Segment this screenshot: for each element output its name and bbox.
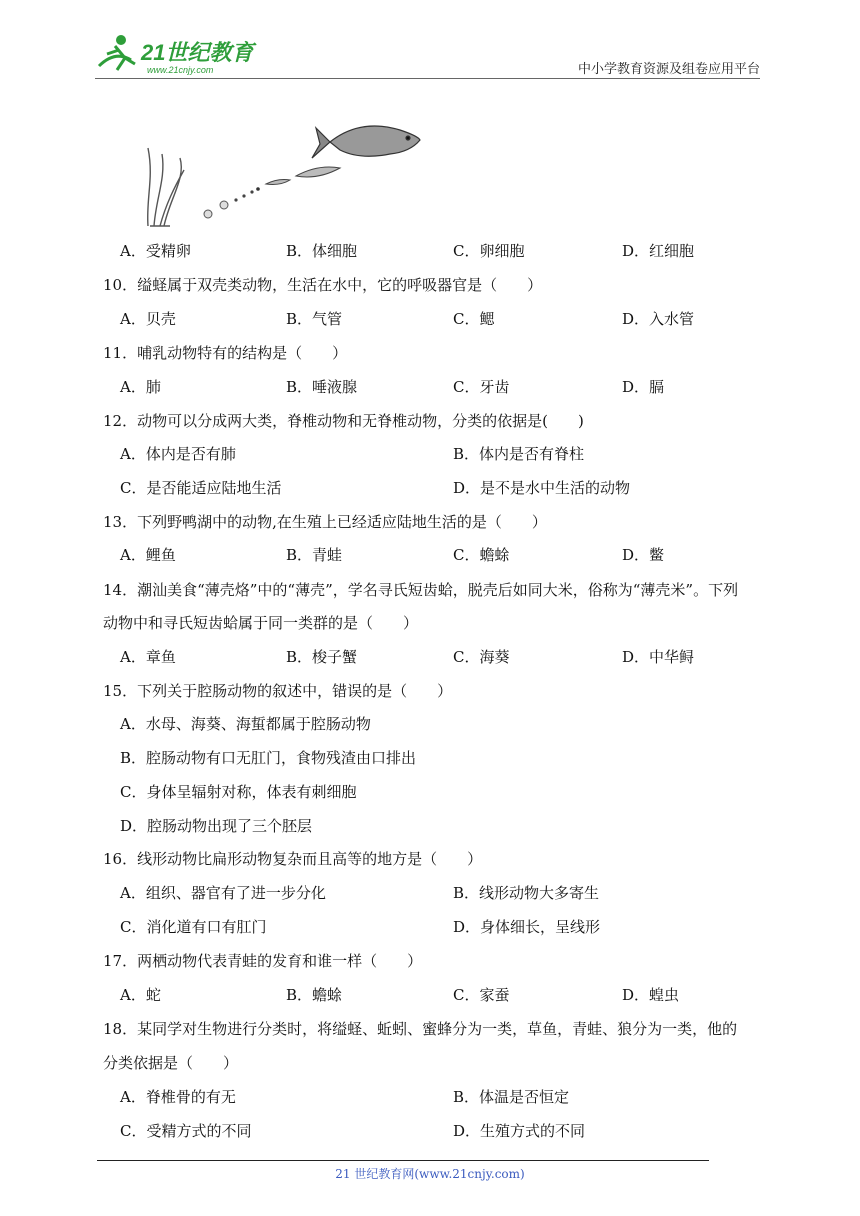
q13-option-c[interactable]: C．蟾蜍	[453, 546, 510, 564]
q15-option-a[interactable]: A．水母、海葵、海蜇都属于腔肠动物	[120, 715, 371, 733]
q11-option-c[interactable]: C．牙齿	[453, 378, 510, 396]
q15-option-b[interactable]: B．腔肠动物有口无肛门，食物残渣由口排出	[120, 749, 417, 767]
q12-option-c[interactable]: C．是否能适应陆地生活	[120, 479, 282, 497]
q17-stem: 17．两栖动物代表青蛙的发育和谁一样（ ）	[103, 952, 423, 970]
q15-option-c[interactable]: C．身体呈辐射对称，体表有刺细胞	[120, 783, 357, 801]
page-header	[95, 30, 760, 82]
q16-stem: 16．线形动物比扁形动物复杂而且高等的地方是（ ）	[103, 850, 483, 868]
q17-option-c[interactable]: C．家蚕	[453, 986, 510, 1004]
q10-option-a[interactable]: A．贝壳	[120, 310, 176, 328]
q10-option-d[interactable]: D．入水管	[622, 310, 695, 328]
q9-option-d[interactable]: D．红细胞	[622, 242, 695, 260]
q18-stem-line2: 分类依据是（ ）	[103, 1054, 239, 1072]
q9-option-c[interactable]: C．卵细胞	[453, 242, 525, 260]
q12-option-d[interactable]: D．是不是水中生活的动物	[453, 479, 631, 497]
q18-option-b[interactable]: B．体温是否恒定	[453, 1088, 570, 1106]
larva-large	[296, 167, 340, 177]
svg-text:21世纪教育: 21世纪教育	[141, 40, 254, 65]
q11-option-b[interactable]: B．唾液腺	[286, 378, 358, 396]
q18-option-a[interactable]: A．脊椎骨的有无	[120, 1088, 236, 1106]
q10-stem: 10．缢蛏属于双壳类动物，生活在水中，它的呼吸器官是（ ）	[103, 276, 543, 294]
egg-1	[204, 210, 212, 218]
q15-option-d[interactable]: D．腔肠动物出现了三个胚层	[120, 817, 313, 835]
q14-stem-line2: 动物中和寻氏短齿蛤属于同一类群的是（ ）	[103, 614, 419, 632]
footer-divider	[97, 1160, 709, 1161]
q18-stem-line1: 18．某同学对生物进行分类时，将缢蛏、蚯蚓、蜜蜂分为一类，草鱼，青蛙、狼分为一类，他的	[103, 1020, 738, 1038]
q14-stem-line1: 14．潮汕美食“薄壳烙”中的“薄壳”，学名寻氏短齿蛤，脱壳后如同大米，俗称为“薄壳米”。下列	[103, 581, 739, 599]
q14-option-c[interactable]: C．海葵	[453, 648, 510, 666]
fish-development-figure	[140, 118, 430, 228]
site-logo	[95, 30, 275, 78]
q17-option-d[interactable]: D．蝗虫	[622, 986, 680, 1004]
dot-3	[250, 190, 253, 193]
egg-2	[220, 201, 228, 209]
platform-title: 中小学教育资源及组卷应用平台	[577, 62, 760, 77]
q16-option-a[interactable]: A．组织、器官有了进一步分化	[120, 884, 326, 902]
footer-link[interactable]: 21 世纪教育网(www.21cnjy.com)	[335, 1167, 525, 1181]
dot-1	[234, 198, 237, 201]
dot-2	[242, 194, 245, 197]
waterweed-drawing	[148, 148, 184, 226]
q17-option-a[interactable]: A．蛇	[120, 986, 161, 1004]
q11-stem: 11．哺乳动物特有的结构是（ ）	[103, 344, 348, 362]
larva-small	[266, 180, 290, 185]
q14-option-d[interactable]: D．中华鲟	[622, 648, 695, 666]
q11-option-d[interactable]: D．膈	[622, 378, 665, 396]
q14-option-b[interactable]: B．梭子蟹	[286, 648, 358, 666]
q12-option-a[interactable]: A．体内是否有肺	[120, 445, 236, 463]
header-divider	[95, 78, 760, 79]
q17-option-b[interactable]: B．蟾蜍	[286, 986, 343, 1004]
q15-stem: 15．下列关于腔肠动物的叙述中，错误的是（ ）	[103, 682, 453, 700]
q16-option-d[interactable]: D．身体细长，呈线形	[453, 918, 601, 936]
q12-stem: 12．动物可以分成两大类，脊椎动物和无脊椎动物，分类的依据是( )	[103, 412, 584, 430]
svg-text:www.21cnjy.com: www.21cnjy.com	[147, 65, 214, 75]
q13-stem: 13．下列野鸭湖中的动物,在生殖上已经适应陆地生活的是（ ）	[103, 513, 547, 531]
q9-option-a[interactable]: A．受精卵	[120, 242, 191, 260]
q9-option-b[interactable]: B．体细胞	[286, 242, 358, 260]
q16-option-c[interactable]: C．消化道有口有肛门	[120, 918, 267, 936]
q13-option-a[interactable]: A．鲤鱼	[120, 546, 176, 564]
adult-fish-drawing	[312, 126, 420, 158]
q12-option-b[interactable]: B．体内是否有脊柱	[453, 445, 585, 463]
q16-option-b[interactable]: B．线形动物大多寄生	[453, 884, 600, 902]
q14-option-a[interactable]: A．章鱼	[120, 648, 176, 666]
q10-option-b[interactable]: B．气管	[286, 310, 343, 328]
q10-option-c[interactable]: C．鳃	[453, 310, 495, 328]
q11-option-a[interactable]: A．肺	[120, 378, 161, 396]
q13-option-b[interactable]: B．青蛙	[286, 546, 343, 564]
q18-option-c[interactable]: C．受精方式的不同	[120, 1122, 252, 1140]
dot-4	[256, 187, 260, 191]
q13-option-d[interactable]: D．鳖	[622, 546, 665, 564]
q18-option-d[interactable]: D．生殖方式的不同	[453, 1122, 586, 1140]
